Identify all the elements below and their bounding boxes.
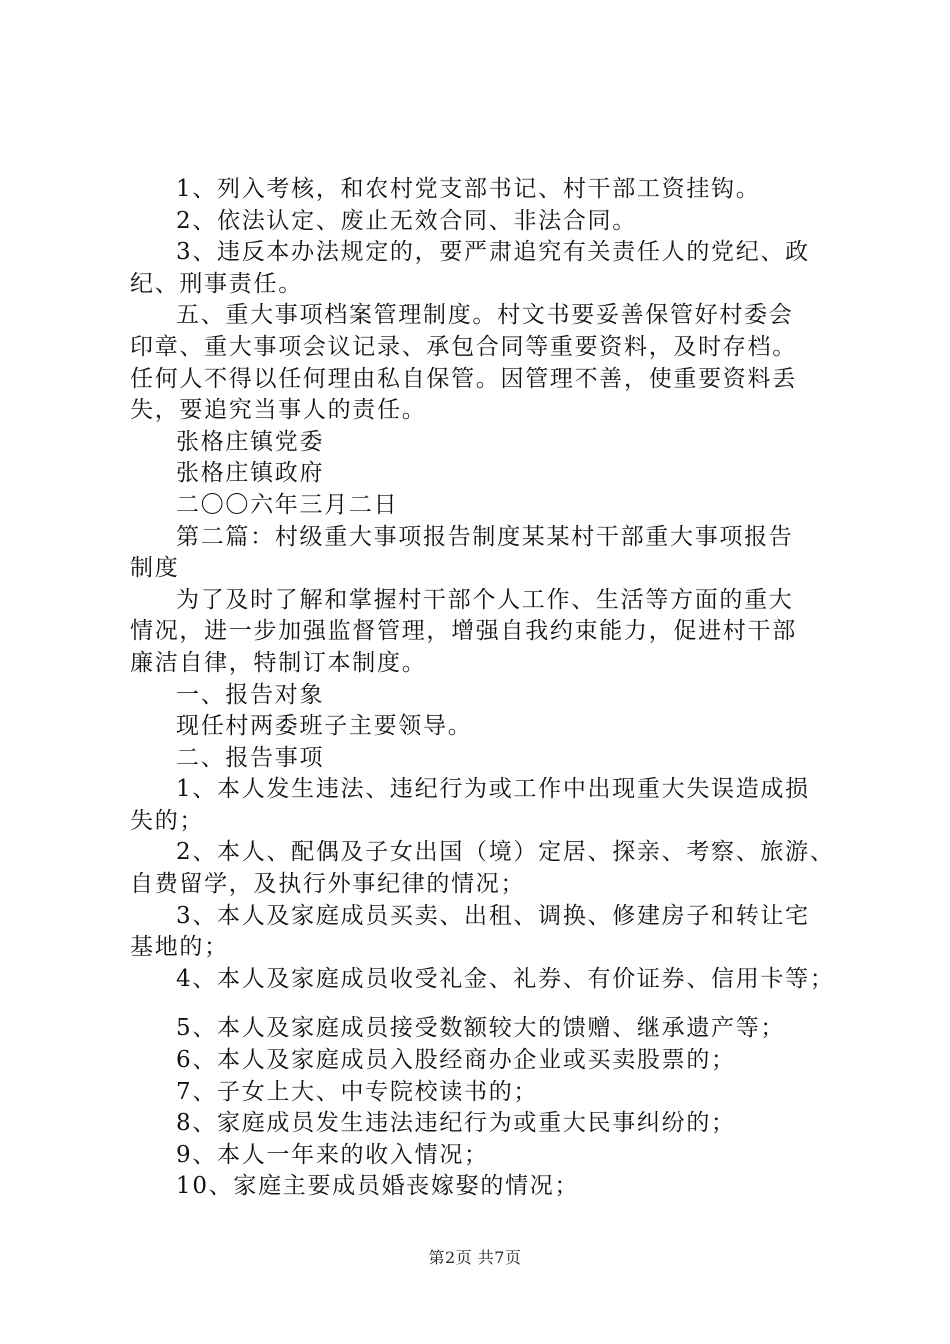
section-heading: 第二篇：村级重大事项报告制度某某村干部重大事项报告	[176, 523, 794, 550]
list-item: 10、家庭主要成员婚丧嫁娶的情况；	[176, 1173, 580, 1200]
paragraph-line: 现任村两委班子主要领导。	[176, 713, 473, 740]
paragraph-line: 廉洁自律，特制订本制度。	[130, 649, 427, 676]
list-item: 6、本人及家庭成员入股经商办企业或买卖股票的；	[176, 1047, 736, 1074]
paragraph-line: 为了及时了解和掌握村干部个人工作、生活等方面的重大	[176, 586, 794, 613]
paragraph-line: 五、重大事项档案管理制度。村文书要妥善保管好村委会	[176, 302, 794, 329]
list-item: 1、本人发生违法、违纪行为或工作中出现重大失误造成损	[176, 776, 810, 803]
page-number-footer: 第2页 共7页	[428, 1248, 522, 1267]
list-item: 4、本人及家庭成员收受礼金、礼券、有价证券、信用卡等；	[176, 965, 835, 992]
subheading: 一、报告对象	[176, 681, 325, 708]
signature-date: 二〇〇六年三月二日	[176, 491, 399, 518]
paragraph-line: 印章、重大事项会议记录、承包合同等重要资料，及时存档。	[130, 333, 797, 360]
list-item: 7、子女上大、中专院校读书的；	[176, 1078, 539, 1105]
section-heading: 制度	[130, 555, 180, 582]
paragraph-line: 情况，进一步加强监督管理，增强自我约束能力，促进村干部	[130, 618, 797, 645]
list-item: 自费留学，及执行外事纪律的情况；	[130, 871, 526, 898]
list-item: 3、本人及家庭成员买卖、出租、调换、修建房子和转让宅	[176, 902, 810, 929]
list-item: 5、本人及家庭成员接受数额较大的馈赠、继承遗产等；	[176, 1015, 786, 1042]
paragraph-line: 任何人不得以任何理由私自保管。因管理不善，使重要资料丢	[130, 365, 797, 392]
signature-government: 张格庄镇政府	[176, 460, 325, 487]
list-item: 基地的；	[130, 934, 229, 961]
list-item: 失的；	[130, 807, 205, 834]
list-item: 9、本人一年来的收入情况；	[176, 1141, 489, 1168]
subheading: 二、报告事项	[176, 744, 325, 771]
paragraph-line: 3、违反本办法规定的，要严肃追究有关责任人的党纪、政	[176, 239, 810, 266]
paragraph-line: 1、列入考核，和农村党支部书记、村干部工资挂钩。	[176, 176, 761, 202]
paragraph-line: 失，要追究当事人的责任。	[130, 397, 427, 424]
list-item: 8、家庭成员发生违法违纪行为或重大民事纠纷的；	[176, 1110, 736, 1137]
paragraph-line: 纪、刑事责任。	[130, 270, 303, 297]
list-item: 2、本人、配偶及子女出国（境）定居、探亲、考察、旅游、	[176, 839, 835, 866]
paragraph-line: 2、依法认定、废止无效合同、非法合同。	[176, 207, 637, 234]
document-body	[130, 174, 842, 1203]
spacer	[130, 995, 842, 1013]
signature-party-committee: 张格庄镇党委	[176, 428, 325, 455]
